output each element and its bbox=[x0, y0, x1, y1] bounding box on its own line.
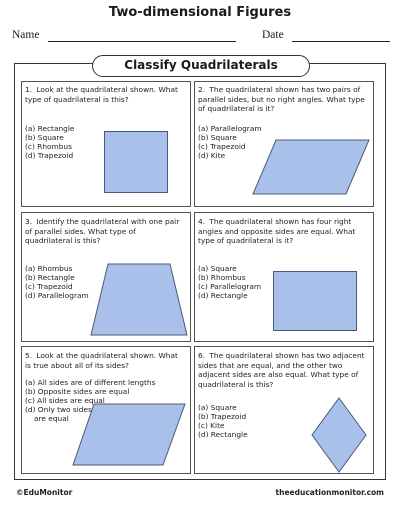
question-5-prompt: Look at the quadrilateral shown. What is true about all of its sides? bbox=[25, 351, 178, 370]
worksheet-title: Two-dimensional Figures bbox=[108, 5, 292, 20]
date-line[interactable] bbox=[292, 41, 390, 42]
question-6-option-a[interactable]: (a) Square bbox=[198, 403, 237, 412]
question-3-option-c[interactable]: (c) Trapezoid bbox=[25, 281, 73, 291]
section-title: Classify Quadrilaterals bbox=[92, 55, 310, 77]
question-1-options bbox=[25, 125, 74, 161]
parallelogram-figure bbox=[252, 139, 370, 195]
footer-website[interactable]: theeducationmonitor.com bbox=[275, 488, 384, 497]
question-6-text bbox=[198, 351, 368, 389]
question-1-text bbox=[25, 85, 185, 104]
question-4-prompt: The quadrilateral shown has four right angles and opposite sides are equal. What type of quadrilateral is it? bbox=[198, 217, 356, 246]
question-3-options bbox=[25, 265, 89, 301]
question-2-prompt: The quadrilateral shown has two pairs of parallel sides, but no right angles. What type of quadrilateral is it? bbox=[198, 85, 365, 114]
question-6-number: 6. bbox=[198, 351, 206, 360]
question-1-option-a[interactable]: (a) Rectangle bbox=[25, 124, 75, 133]
question-3-number: 3. bbox=[25, 217, 33, 226]
footer-brand: ©EduMonitor bbox=[16, 488, 73, 497]
rhombus-figure bbox=[72, 403, 186, 466]
question-4-option-d[interactable]: (d) Rectangle bbox=[198, 290, 248, 300]
question-4-option-c[interactable]: (c) Parallelogram bbox=[198, 281, 262, 291]
question-4-number: 4. bbox=[198, 217, 206, 226]
question-5-number: 5. bbox=[25, 351, 33, 360]
question-3-option-a[interactable]: (a) Rhombus bbox=[25, 264, 73, 273]
question-3-prompt: Identify the quadrilateral with one pair of parallel sides. What type of quadrilateral is this? bbox=[25, 217, 180, 246]
question-1-prompt: Look at the quadrilateral shown. What type of quadrilateral is this? bbox=[25, 85, 178, 104]
question-5-option-c[interactable]: (c) All sides are equal bbox=[25, 395, 105, 405]
question-2-text bbox=[198, 85, 368, 114]
question-5-option-d[interactable]: (d) Only two sides bbox=[25, 404, 92, 414]
kite-figure bbox=[311, 397, 367, 473]
question-6-options bbox=[198, 404, 248, 440]
question-2-number: 2. bbox=[198, 85, 206, 94]
question-1-option-d[interactable]: (d) Trapezoid bbox=[25, 150, 74, 160]
question-3-option-b[interactable]: (b) Rectangle bbox=[25, 272, 75, 282]
question-6-option-d[interactable]: (d) Rectangle bbox=[198, 429, 248, 439]
question-2-option-b[interactable]: (b) Square bbox=[198, 132, 237, 142]
question-5-text bbox=[25, 351, 185, 370]
name-label: Name bbox=[12, 29, 40, 41]
question-1-number: 1. bbox=[25, 85, 33, 94]
rectangle-figure bbox=[273, 271, 357, 331]
question-1-option-b[interactable]: (b) Square bbox=[25, 132, 64, 142]
question-4-text bbox=[198, 217, 368, 246]
question-3-option-d[interactable]: (d) Parallelogram bbox=[25, 290, 89, 300]
question-1-option-c[interactable]: (c) Rhombus bbox=[25, 141, 72, 151]
name-line[interactable] bbox=[48, 41, 236, 42]
question-2-option-c[interactable]: (c) Trapezoid bbox=[198, 141, 246, 151]
question-5-option-a[interactable]: (a) All sides are of different lengths bbox=[25, 378, 156, 387]
question-2-option-d[interactable]: (d) Kite bbox=[198, 150, 226, 160]
question-4-options bbox=[198, 265, 261, 301]
question-6-option-c[interactable]: (c) Kite bbox=[198, 420, 225, 430]
date-label: Date bbox=[262, 29, 284, 41]
question-6-option-b[interactable]: (b) Trapezoid bbox=[198, 411, 247, 421]
question-2-option-a[interactable]: (a) Parallelogram bbox=[198, 124, 262, 133]
question-5-option-b[interactable]: (b) Opposite sides are equal bbox=[25, 386, 130, 396]
square-figure bbox=[104, 131, 168, 193]
question-4-option-b[interactable]: (b) Rhombus bbox=[198, 272, 246, 282]
question-4-option-a[interactable]: (a) Square bbox=[198, 264, 237, 273]
trapezoid-figure bbox=[90, 263, 188, 336]
question-6-prompt: The quadrilateral shown has two adjacent sides that are equal, and the other two adjacent sides are also equal. What type of quadrilateral is this? bbox=[198, 351, 365, 389]
question-3-text bbox=[25, 217, 185, 246]
question-5-option-d-cont: are equal bbox=[34, 413, 69, 423]
